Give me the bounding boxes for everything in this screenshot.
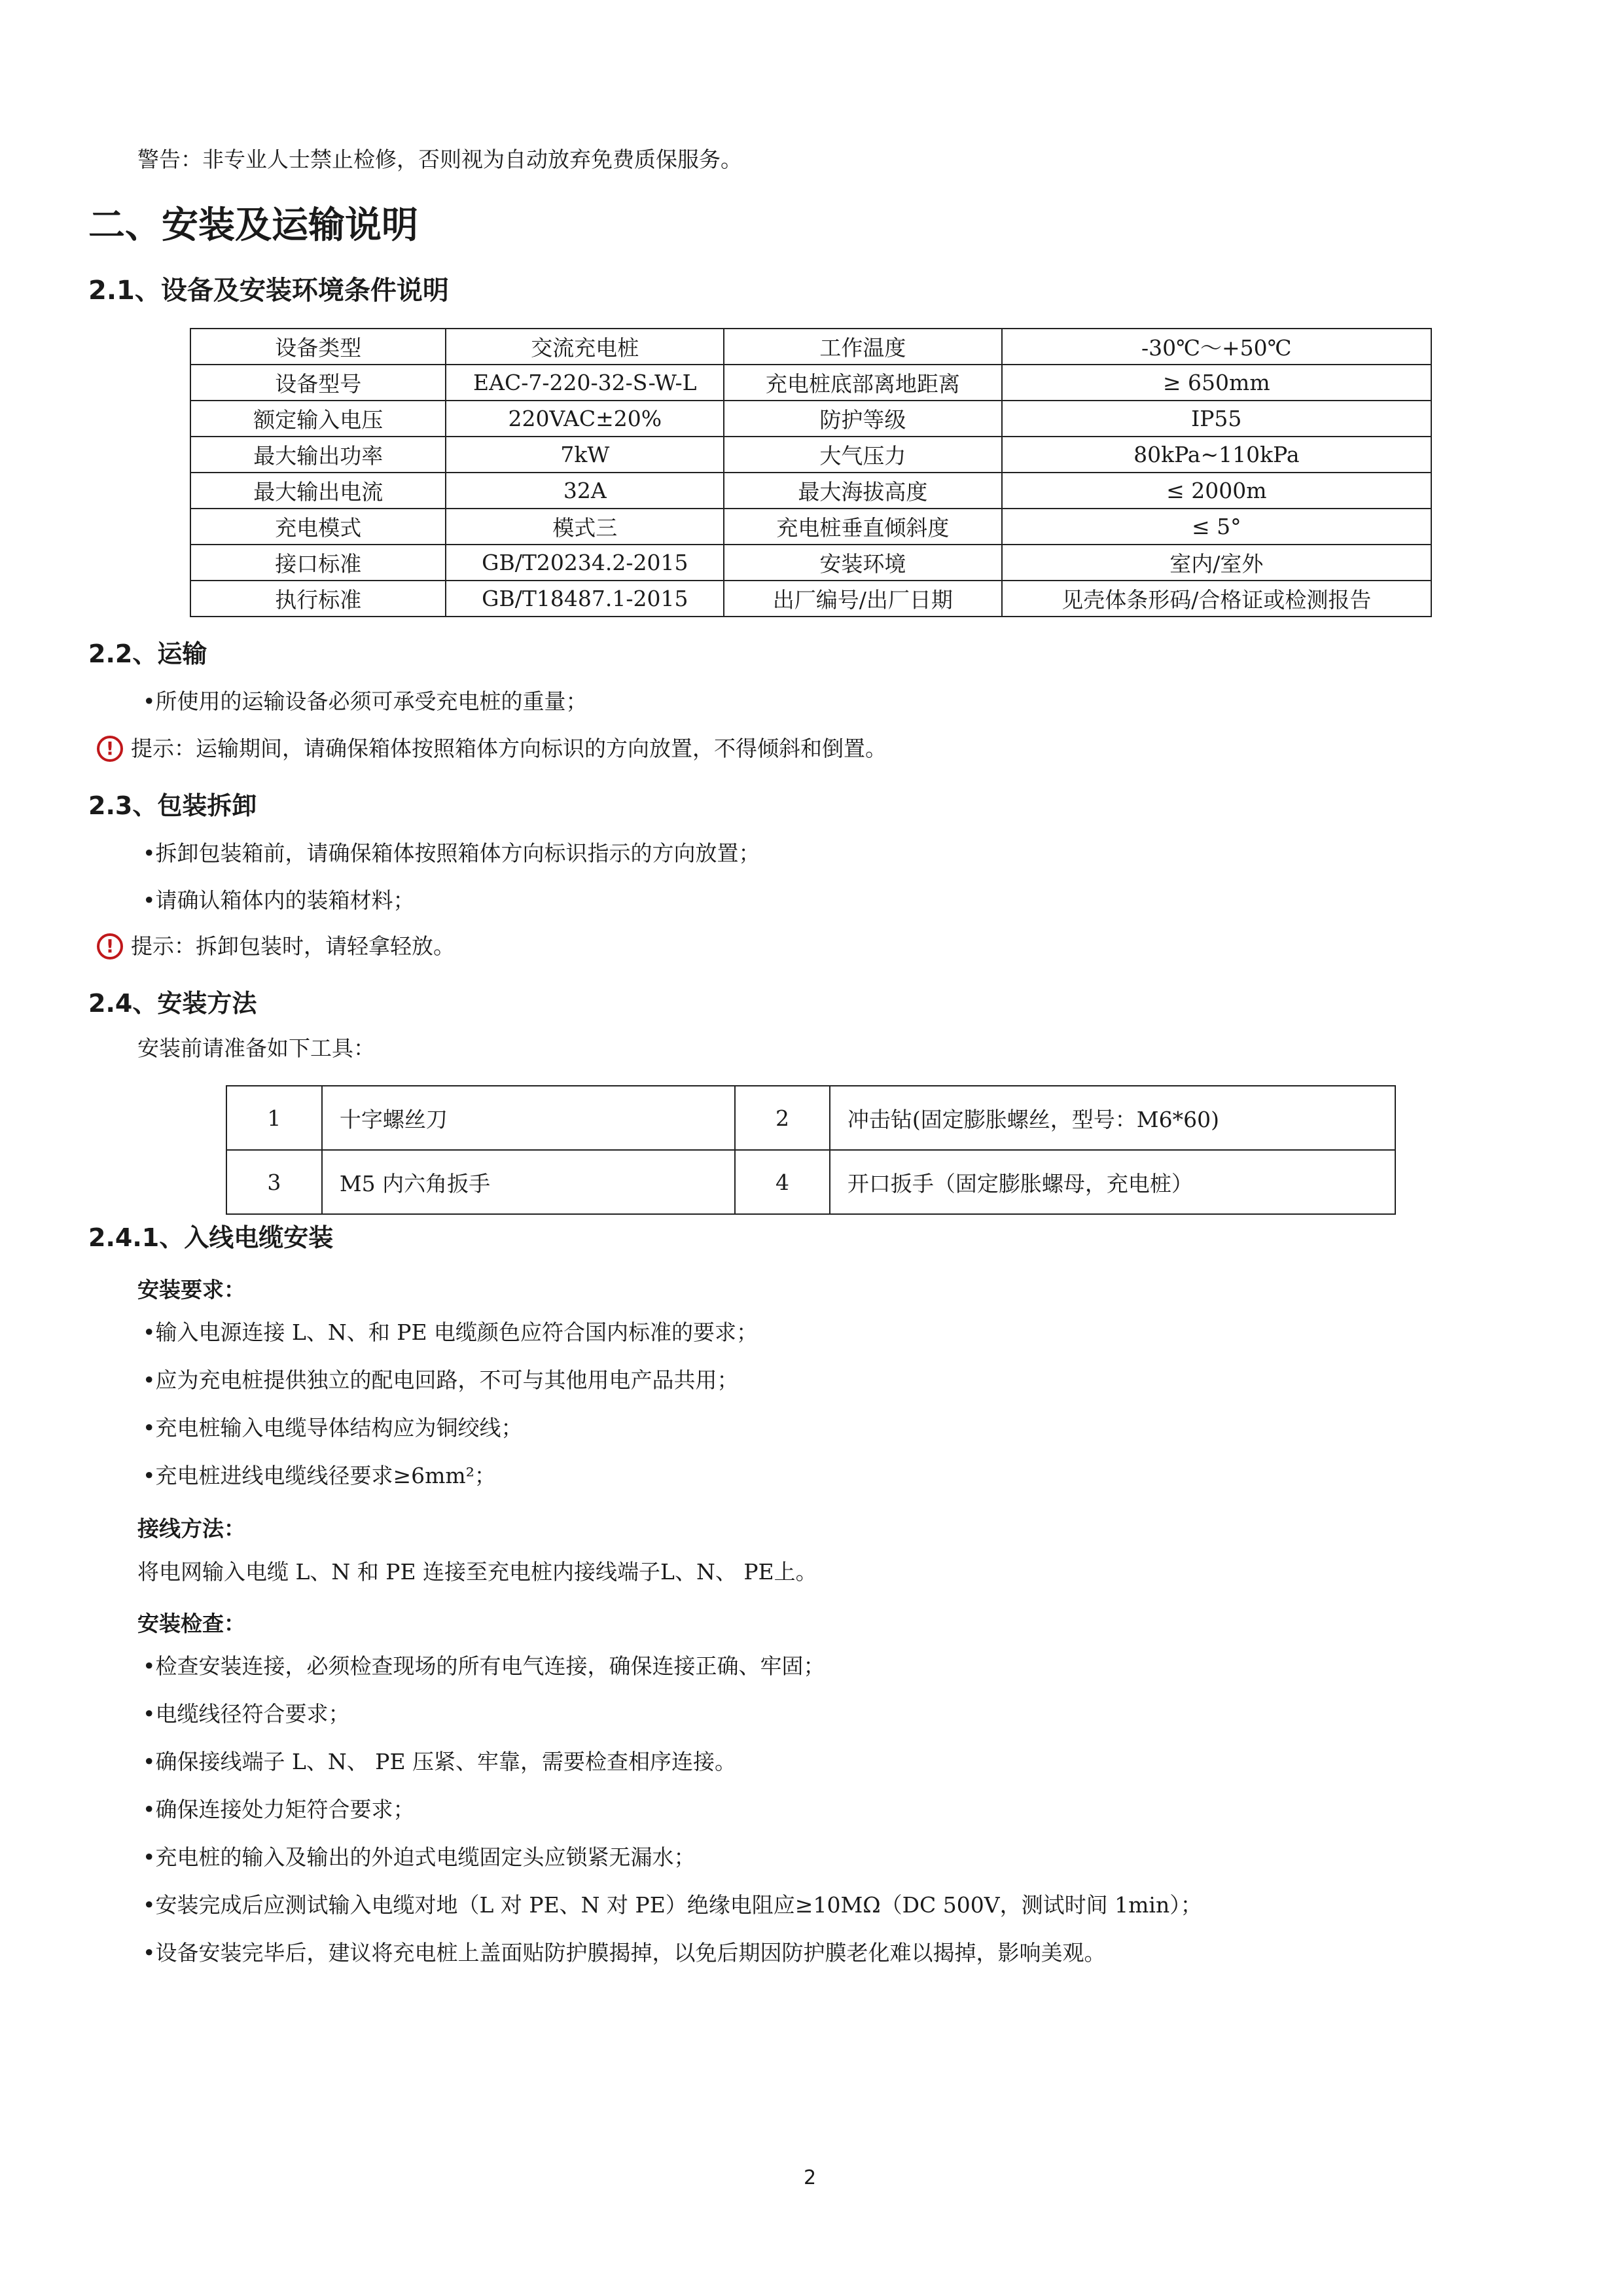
tool-name: 十字螺丝刀 xyxy=(322,1086,735,1150)
spec-row xyxy=(190,365,1431,401)
spec-cell: 充电桩底部离地距离 xyxy=(724,365,1001,401)
tool-number: 2 xyxy=(735,1086,830,1150)
spec-cell: 32A xyxy=(446,473,724,509)
s241-title: 2.4.1、入线电缆安装 xyxy=(88,1223,334,1252)
spec-cell: 最大输出电流 xyxy=(190,473,446,509)
tool-name: 冲击钻(固定膨胀螺丝，型号：M6*60) xyxy=(830,1086,1395,1150)
spec-cell: 执行标准 xyxy=(190,581,446,617)
spec-cell: 充电模式 xyxy=(190,509,446,545)
spec-cell: EAC-7-220-32-S-W-L xyxy=(446,365,724,401)
spec-cell: GB/T20234.2-2015 xyxy=(446,545,724,581)
spec-cell: 大气压力 xyxy=(724,437,1001,473)
spec-cell: 见壳体条形码/合格证或检测报告 xyxy=(1002,581,1431,617)
spec-cell: -30℃～+50℃ xyxy=(1002,329,1431,365)
spec-row xyxy=(190,581,1431,617)
spec-row xyxy=(190,329,1431,365)
req-item: •输入电源连接 L、N、和 PE 电缆颜色应符合国内标准的要求； xyxy=(143,1319,758,1345)
warning-line: 警告：非专业人士禁止检修，否则视为自动放弃免费质保服务。 xyxy=(137,147,742,172)
spec-cell: 最大输出功率 xyxy=(190,437,446,473)
s24-intro: 安装前请准备如下工具： xyxy=(137,1035,375,1061)
s22-tip xyxy=(97,734,887,763)
tools-row xyxy=(226,1150,1395,1214)
spec-cell: IP55 xyxy=(1002,401,1431,437)
tool-name: M5 内六角扳手 xyxy=(322,1150,735,1214)
s21-title: 2.1、设备及安装环境条件说明 xyxy=(88,276,449,306)
tool-number: 3 xyxy=(226,1150,322,1214)
s23-bullet-1: •拆卸包装箱前，请确保箱体按照箱体方向标识指示的方向放置； xyxy=(143,840,760,866)
s23-tip-text: 提示：拆卸包装时，请轻拿轻放。 xyxy=(131,933,455,959)
spec-cell: ≥ 650mm xyxy=(1002,365,1431,401)
spec-cell: 7kW xyxy=(446,437,724,473)
spec-cell: 额定输入电压 xyxy=(190,401,446,437)
wiring-text: 将电网输入电缆 L、N 和 PE 连接至充电桩内接线端子L、N、 PE上。 xyxy=(137,1559,817,1585)
spec-cell: 220VAC±20% xyxy=(446,401,724,437)
check-label: 安装检查： xyxy=(137,1611,245,1636)
spec-row xyxy=(190,401,1431,437)
spec-cell: 接口标准 xyxy=(190,545,446,581)
spec-cell: 交流充电桩 xyxy=(446,329,724,365)
s23-bullet-2: •请确认箱体内的装箱材料； xyxy=(143,888,415,913)
req-item: •充电桩输入电缆导体结构应为铜绞线； xyxy=(143,1415,523,1441)
spec-row xyxy=(190,473,1431,509)
spec-cell: 安装环境 xyxy=(724,545,1001,581)
check-item: •电缆线径符合要求； xyxy=(143,1701,350,1727)
warning-icon: ! xyxy=(97,933,123,960)
check-item: •安装完成后应测试输入电缆对地（L 对 PE、N 对 PE）绝缘电阻应≥10MΩ（DC 500V，测试时间 1min）； xyxy=(143,1892,1202,1918)
check-item: •确保连接处力矩符合要求； xyxy=(143,1797,415,1822)
spec-cell: 最大海拔高度 xyxy=(724,473,1001,509)
tools-table xyxy=(226,1085,1396,1215)
spec-row xyxy=(190,545,1431,581)
spec-cell: 室内/室外 xyxy=(1002,545,1431,581)
spec-cell: GB/T18487.1-2015 xyxy=(446,581,724,617)
wiring-label: 接线方法： xyxy=(137,1516,245,1541)
spec-cell: 模式三 xyxy=(446,509,724,545)
check-item: •检查安装连接，必须检查现场的所有电气连接，确保连接正确、牢固； xyxy=(143,1653,825,1679)
req-label: 安装要求： xyxy=(137,1277,245,1302)
spec-cell: 出厂编号/出厂日期 xyxy=(724,581,1001,617)
spec-row xyxy=(190,509,1431,545)
spec-cell: 设备型号 xyxy=(190,365,446,401)
spec-cell: ≤ 2000m xyxy=(1002,473,1431,509)
spec-table xyxy=(190,328,1432,617)
s22-tip-text: 提示：运输期间，请确保箱体按照箱体方向标识的方向放置，不得倾斜和倒置。 xyxy=(131,736,887,761)
section-title: 二、安装及运输说明 xyxy=(88,204,418,247)
s22-bullet: •所使用的运输设备必须可承受充电桩的重量； xyxy=(143,689,588,714)
s23-title: 2.3、包装拆卸 xyxy=(88,791,257,820)
spec-cell: 防护等级 xyxy=(724,401,1001,437)
spec-cell: ≤ 5° xyxy=(1002,509,1431,545)
page-number: 2 xyxy=(804,2166,817,2189)
tools-row xyxy=(226,1086,1395,1150)
tool-number: 1 xyxy=(226,1086,322,1150)
spec-cell: 工作温度 xyxy=(724,329,1001,365)
spec-cell: 设备类型 xyxy=(190,329,446,365)
s23-tip xyxy=(97,932,455,961)
spec-cell: 充电桩垂直倾斜度 xyxy=(724,509,1001,545)
tool-name: 开口扳手（固定膨胀螺母，充电桩） xyxy=(830,1150,1395,1214)
spec-row xyxy=(190,437,1431,473)
check-item: •确保接线端子 L、N、 PE 压紧、牢靠，需要检查相序连接。 xyxy=(143,1749,737,1774)
s22-title: 2.2、运输 xyxy=(88,639,207,668)
s24-title: 2.4、安装方法 xyxy=(88,989,257,1018)
check-item: •设备安装完毕后，建议将充电桩上盖面贴防护膜揭掉，以免后期因防护膜老化难以揭掉，影响美观。 xyxy=(143,1940,1106,1965)
warning-icon: ! xyxy=(97,736,123,762)
req-item: •充电桩进线电缆线径要求≥6mm²； xyxy=(143,1463,496,1488)
tool-number: 4 xyxy=(735,1150,830,1214)
check-item: •充电桩的输入及输出的外迫式电缆固定头应锁紧无漏水； xyxy=(143,1844,696,1870)
spec-cell: 80kPa~110kPa xyxy=(1002,437,1431,473)
req-item: •应为充电桩提供独立的配电回路，不可与其他用电产品共用； xyxy=(143,1367,739,1393)
